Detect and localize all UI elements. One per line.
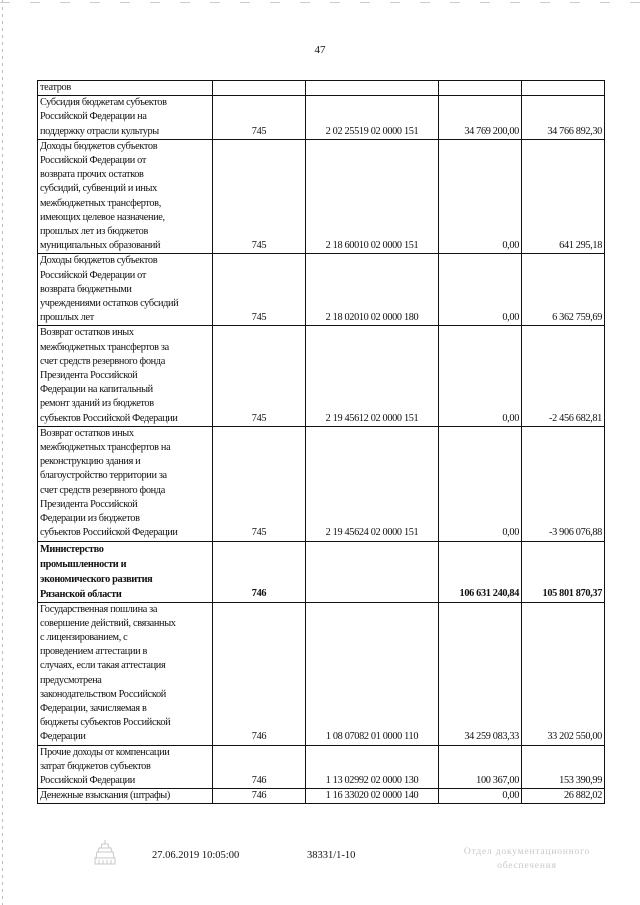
revenue-name-line: реконструкцию здания и [40,456,141,468]
revenue-name-line: возврата бюджетными [40,283,132,295]
actual-amount-cell: 105 801 870,37 [522,541,605,602]
revenue-name-cell [38,254,213,326]
revenue-name-cell [38,602,213,745]
revenue-name-line: возврата прочих остатков [40,169,144,181]
revenue-name-line: предусмотрена [40,674,102,686]
planned-amount-cell: 0,00 [439,139,522,254]
revenue-name-line: Федерации, зачисляемая в [40,702,147,714]
footer-doc-number: 38331/1-10 [307,850,356,861]
budget-classification-code-cell: 2 18 60010 02 0000 151 [306,139,439,254]
admin-code-cell: 746 [213,541,306,602]
revenue-name-line: Федерации на капитальный [40,384,153,396]
revenue-name-line: поддержку отрасли культуры [40,125,159,137]
table-row [38,541,605,602]
revenue-name-line: межбюджетных трансфертов за [40,341,169,353]
revenue-name-line: совершение действий, связанных [40,617,176,629]
actual-amount-cell: 33 202 550,00 [522,602,605,745]
admin-code-cell: 746 [213,789,306,804]
planned-amount-cell: 0,00 [439,326,522,426]
footer-stamp-line: Отдел документационного [463,847,591,857]
actual-amount-cell: -3 906 076,88 [522,426,605,541]
table-row [38,745,605,789]
admin-code-cell [213,81,306,96]
revenue-name-line: Президента Российской [40,370,138,382]
revenue-name-line: прошлых лет из бюджетов [40,226,148,238]
revenue-table [37,80,605,804]
budget-classification-code-cell: 1 16 33020 02 0000 140 [306,789,439,804]
actual-amount-cell: 34 766 892,30 [522,96,605,140]
revenue-name-line: Министерство [40,543,104,555]
revenue-name-line: законодательством Российской [40,688,166,700]
budget-classification-code-cell: 1 08 07082 01 0000 110 [306,602,439,745]
revenue-name-line: муниципальных образований [40,240,161,252]
planned-amount-cell [439,81,522,96]
planned-amount-cell: 106 631 240,84 [439,541,522,602]
table-row [38,602,605,745]
revenue-name-line: благоустройство территории за [40,470,167,482]
actual-amount-cell: 641 295,18 [522,139,605,254]
revenue-name-line: Российской Федерации на [40,111,147,123]
admin-code-cell: 745 [213,254,306,326]
planned-amount-cell: 0,00 [439,789,522,804]
budget-classification-code-cell: 1 13 02992 02 0000 130 [306,745,439,789]
revenue-name-line: Федерации из бюджетов [40,513,140,525]
revenue-name-cell [38,789,213,804]
planned-amount-cell: 100 367,00 [439,745,522,789]
planned-amount-cell: 0,00 [439,426,522,541]
admin-code-cell: 745 [213,139,306,254]
budget-classification-code-cell: 2 02 25519 02 0000 151 [306,96,439,140]
page-number: 47 [314,44,326,56]
admin-code-cell: 745 [213,96,306,140]
revenue-name-cell [38,139,213,254]
revenue-name-line: учреждениями остатков субсидий [40,298,179,310]
planned-amount-cell: 34 259 083,33 [439,602,522,745]
budget-classification-code-cell: 2 19 45624 02 0000 151 [306,426,439,541]
revenue-name-line: Государственная пошлина за [40,603,158,615]
revenue-name-line: Доходы бюджетов субъектов [40,140,158,152]
planned-amount-cell: 34 769 200,00 [439,96,522,140]
footer-stamp-line: обеспечения [497,861,557,871]
revenue-name-line: бюджеты субъектов Российской [40,717,171,729]
revenue-name-line: Российской Федерации [40,774,135,786]
admin-code-cell: 746 [213,745,306,789]
revenue-name-cell [38,81,213,96]
revenue-name-line: субсидий, субвенций и иных [40,183,157,195]
actual-amount-cell: 26 882,02 [522,789,605,804]
budget-classification-code-cell [306,541,439,602]
revenue-name-line: Прочие доходы от компенсации [40,746,170,758]
revenue-name-line: межбюджетных трансфертов, [40,197,161,209]
footer-datetime: 27.06.2019 10:05:00 [152,850,240,861]
revenue-name-line: счет средств резервного фонда [40,355,165,367]
revenue-name-line: Доходы бюджетов субъектов [40,255,158,267]
budget-classification-code-cell: 2 19 45612 02 0000 151 [306,326,439,426]
table-row [38,789,605,804]
admin-code-cell: 746 [213,602,306,745]
actual-amount-cell [522,81,605,96]
revenue-name-line: проведением аттестации в [40,646,147,658]
table-row [38,81,605,96]
revenue-name-line: Рязанской области [40,588,122,600]
revenue-name-line: Российской Федерации от [40,269,146,281]
scan-edge-top [0,2,640,3]
footer-stamp [452,845,602,873]
building-emblem-icon [94,838,116,866]
revenue-name-line: промышленности и [40,558,127,570]
table-row [38,254,605,326]
revenue-name-cell [38,326,213,426]
revenue-name-cell [38,541,213,602]
revenue-name-line: театров [40,82,71,93]
table-row [38,139,605,254]
revenue-name-line: Субсидия бюджетам субъектов [40,97,167,109]
table-row [38,426,605,541]
revenue-name-line: прошлых лет [40,312,94,324]
revenue-name-line: субъектов Российской Федерации [40,412,178,424]
revenue-name-cell [38,96,213,140]
actual-amount-cell: 153 390,99 [522,745,605,789]
revenue-name-line: Федерации [40,731,86,743]
planned-amount-cell: 0,00 [439,254,522,326]
revenue-name-line: имеющих целевое назначение, [40,211,165,223]
revenue-name-line: с лицензированием, с [40,631,128,643]
scan-edge-left [2,0,3,905]
admin-code-cell: 745 [213,426,306,541]
actual-amount-cell: 6 362 759,69 [522,254,605,326]
actual-amount-cell: -2 456 682,81 [522,326,605,426]
revenue-name-line: затрат бюджетов субъектов [40,760,151,772]
revenue-name-cell [38,745,213,789]
revenue-name-line: Президента Российской [40,498,138,510]
admin-code-cell: 745 [213,326,306,426]
revenue-name-cell [38,426,213,541]
budget-classification-code-cell [306,81,439,96]
table-row [38,326,605,426]
revenue-name-line: экономического развития [40,573,153,585]
table-row [38,96,605,140]
revenue-name-line: межбюджетных трансфертов на [40,442,171,454]
revenue-name-line: счет средств резервного фонда [40,484,165,496]
revenue-name-line: Денежные взыскания (штрафы) [40,790,170,802]
revenue-name-line: Российской Федерации от [40,155,146,167]
table-body [38,81,605,804]
revenue-name-line: субъектов Российской Федерации [40,527,178,539]
revenue-name-line: Возврат остатков иных [40,427,134,439]
revenue-name-line: ремонт зданий из бюджетов [40,398,154,410]
budget-classification-code-cell: 2 18 02010 02 0000 180 [306,254,439,326]
revenue-name-line: Возврат остатков иных [40,327,134,339]
revenue-name-line: случаях, если такая аттестация [40,660,166,672]
